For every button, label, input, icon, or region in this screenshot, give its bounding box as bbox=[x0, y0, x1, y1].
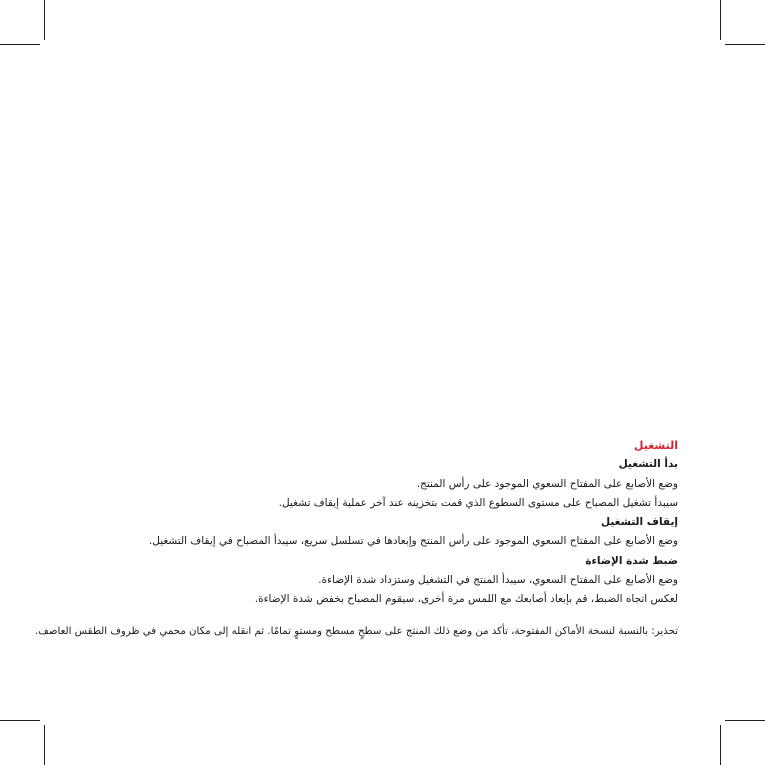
stop-heading: إيقاف التشغيل bbox=[601, 516, 678, 529]
crop-mark-bottom-right-vertical bbox=[720, 725, 721, 765]
crop-mark-bottom-left-vertical bbox=[44, 725, 45, 765]
start-line-1: وضع الأصابع على المفتاح السعوي الموجود على رأس المنتج. bbox=[416, 477, 678, 490]
section-title: التشغيل bbox=[633, 439, 678, 452]
warning-text: تحذير: بالنسبة لنسخة الأماكن المفتوحة، تأكد من وضع ذلك المنتج على سطحٍ مسطح ومستوٍ تمامًا. ثم انقله إلى مكان محمي في ظروف الطقس العاصف. bbox=[35, 625, 678, 637]
crop-mark-bottom-right-horizontal bbox=[725, 720, 765, 721]
dim-line-1: وضع الأصابع على المفتاح السعوي، سيبدأ المنتج في التشغيل وستزداد شدة الإضاءة. bbox=[318, 574, 678, 587]
dim-heading: ضبط شدة الإضاءة bbox=[585, 554, 678, 567]
dim-line-2: لعكس اتجاه الضبط، قم بإبعاد أصابعك مع اللمس مرة أخرى، سيقوم المصباح بخفض شدة الإضاءة. bbox=[254, 593, 678, 606]
crop-mark-top-left-horizontal bbox=[0, 44, 40, 45]
crop-mark-bottom-left-horizontal bbox=[0, 720, 40, 721]
crop-mark-top-left-vertical bbox=[44, 0, 45, 40]
start-heading: بدأ التشغيل bbox=[618, 458, 678, 471]
crop-mark-top-right-horizontal bbox=[725, 44, 765, 45]
start-line-2: سيبدأ تشغيل المصباح على مستوى السطوع الذي قمت بتخزينه عند آخر عملية إيقاف تشغيل. bbox=[278, 496, 678, 509]
stop-line-1: وضع الأصابع على المفتاح السعوي الموجود على رأس المنتج وإبعادها في تسلسل سريع، سيبدأ المصباح في إيقاف التشغيل. bbox=[148, 535, 678, 548]
crop-mark-top-right-vertical bbox=[720, 0, 721, 40]
operation-instructions bbox=[35, 436, 678, 641]
